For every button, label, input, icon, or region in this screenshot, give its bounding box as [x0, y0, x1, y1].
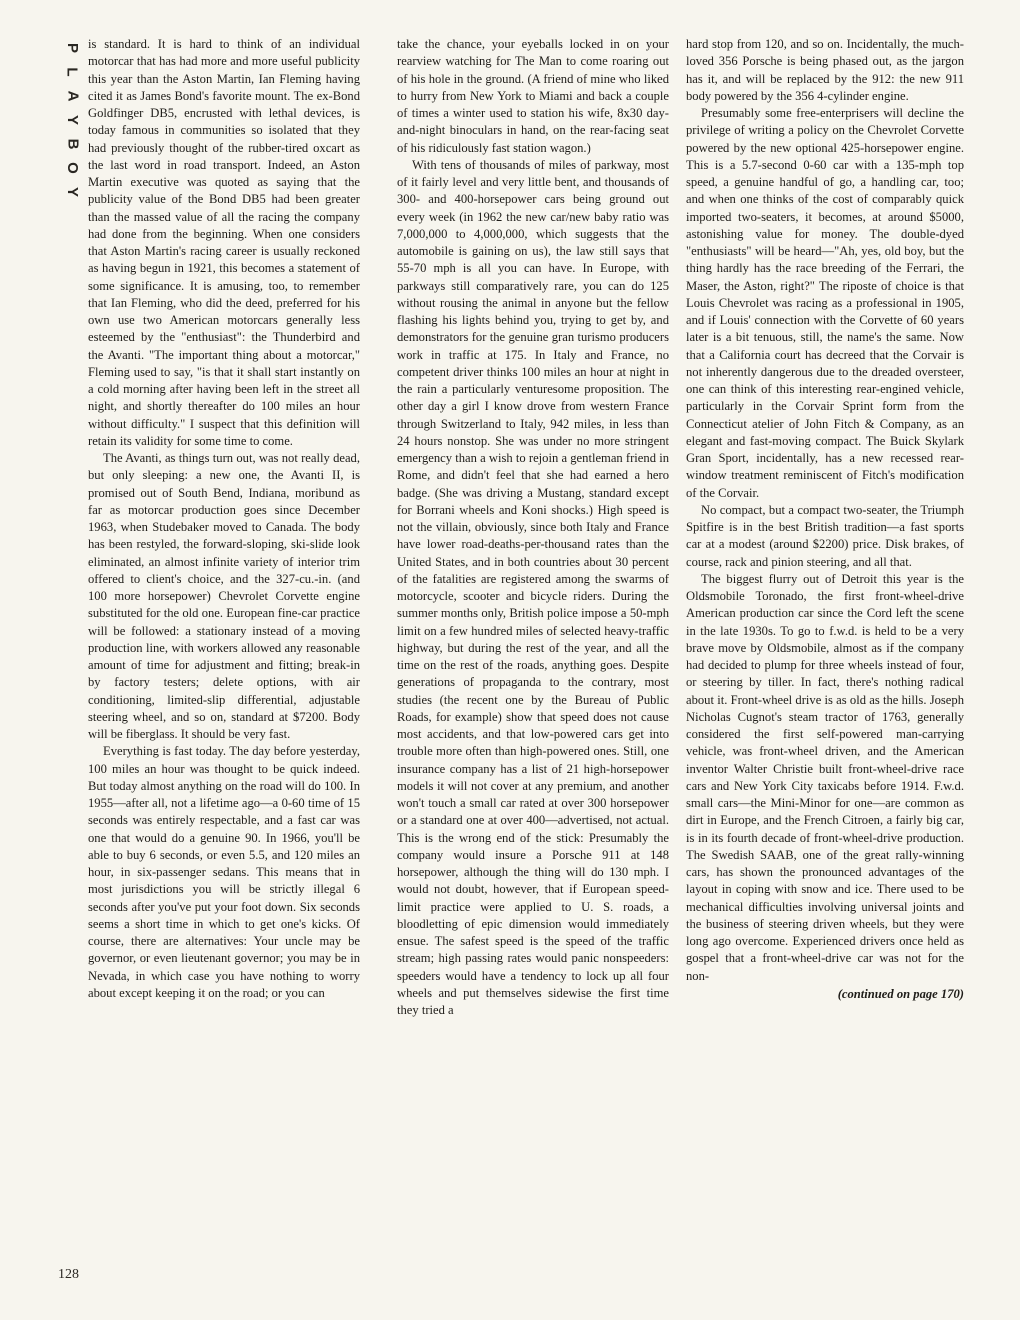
logo-letter: Y	[63, 186, 81, 198]
page-number: 128	[58, 1267, 79, 1282]
paragraph: hard stop from 120, and so on. Incidentally, the much-loved 356 Porsche is being phased out, as the jargon has it, and will be replaced by the 912: the new 911 body powered by the 356 4-cylinder engine.	[686, 37, 964, 103]
paragraph: is standard. It is hard to think of an individual motorcar that has had more and more useful publicity this year than the Aston Martin, Ian Fleming having cited it as James Bond's favorite mount. The ex-Bond Goldfinger DB5, encrusted with lethal devices, is today famous in communities so isolated that they had previously thought of the rubber-tired oxcart as the last word in road transport. Indeed, an Aston Martin executive was quoted as saying that the publicity value of the Bond DB5 had been greater than the massed value of all the racing the company had done from the beginning. When one considers that Aston Martin's racing career is usually reckoned as having begun in 1921, this becomes a statement of some significance. It is amusing, too, to remember that Ian Fleming, who did the deed, preferred for his own use two American motorcars generally less esteemed by the "enthusiast": the Thunderbird and the Avanti. "The important thing about a motorcar," Fleming used to say, "is that it shall start instantly on a cold morning after having been left in the street all night, and shortly thereafter do 100 miles an hour without difficulty." I suspect that this definition will retain its validity for some time to come.	[88, 37, 360, 448]
logo-letter: P	[63, 42, 81, 54]
logo-letter: A	[64, 90, 81, 102]
magazine-name-vertical	[62, 36, 82, 204]
paragraph: No compact, but a compact two-seater, the Triumph Spitfire is in the best British tradition—a fast sports car at a modest (around $2200) price. Disk brakes, of course, rack and pinion steering, and all that.	[686, 502, 964, 569]
paragraph: Everything is fast today. The day before yesterday, 100 miles an hour was thought to be quick indeed. But today almost anything on the road will do 100. In 1955—after all, not a lifetime ago—a 0-60 time of 15 seconds was entirely respectable, and a fast car was one that would do a genuine 90. In 1966, you'll be able to buy 6 seconds, or even 5.5, and 120 miles an hour, in six-passenger sedans. This means that in most jurisdictions you will be strictly illegal 6 seconds after you've put your foot down. Six seconds seems a short time in which to get one's kicks. Of course, there are alternatives: Your uncle may be governor, or even lieutenant governor; you may be in Nevada, in which case you have nothing to worry about except keeping it on the road; or you can	[88, 744, 360, 1000]
text-column-3	[686, 36, 964, 1003]
logo-letter: B	[64, 138, 81, 150]
text-column-1	[88, 36, 360, 1002]
logo-letter: L	[63, 67, 81, 77]
paragraph: The Avanti, as things turn out, was not really dead, but only sleeping: a new one, the Avanti II, is promised out of South Bend, Indiana, moribund as far as motorcar production goes since December 1963, when Studebaker moved to Canada. The body has been restyled, the forward-sloping, ski-slide look eliminated, an almost infinite variety of interior trim offered to client's choice, and the 327-cu.-in. (and 100 more horsepower) Chevrolet Corvette engine substituted for the old one. European fine-car practice will be followed: a stationary instead of a moving production line, with workers allowed any reasonable amount of time for adjustment and fitting; break-in by factory testers; delete options, with air conditioning, limited-slip differential, adjustable steering wheel, and so on, standard at $7200. Body will be fiberglass. It should be very fast.	[88, 451, 360, 741]
paragraph: The biggest flurry out of Detroit this year is the Oldsmobile Toronado, the first front-wheel-drive American production car since the Cord left the scene in the late 1930s. To go to f.w.d. is held to be a very brave move by Oldsmobile, almost as if the company had decided to plump for three wheels instead of four, or steering by tiller. In fact, there's nothing radical about it. Front-wheel drive is as old as the hills. Joseph Nicholas Cugnot's steam tractor of 1763, generally considered the first self-powered man-carrying vehicle, was front-wheel driven, and the American inventor Walter Christie built front-wheel-drive race cars and New York City taxicabs before 1914. F.w.d. small cars—the Mini-Minor for one—are common as dirt in Europe, and the French Citroen, a fairly big car, is in its fourth decade of front-wheel-drive production. The Swedish SAAB, one of the great rally-winning cars, has shown the pronounced advantages of the layout in coping with snow and ice. There used to be mechanical difficulties involving universal joints and the business of steering driven wheels, but they were long ago overcome. Experienced drivers once held as gospel that a front-wheel-drive car was not for the non-	[686, 571, 964, 983]
paragraph: With tens of thousands of miles of parkway, most of it fairly level and very little bent, and thousands of 300- and 400-horsepower cars being ground out every week (in 1962 the new car/new baby ratio was 7,000,000 to 4,000,000, which suggests that the automobile is gaining on us), the law still says that 55-70 mph is all you can have. In Europe, with parkways still comparatively rare, you can do 125 without rousing the animal in anyone but the fellow flashing his lights behind you, trying to get by, and demonstrators for the genuine gran turismo producers work in traffic at 175. In Italy and France, no competent driver thinks 100 miles an hour at night in the rain a particularly venturesome proposition. The other day a girl I know drove from western France through Switzerland to Italy, 942 miles, in less than 24 hours nonstop. She was under no more stringent emergency than a wish to rejoin a gentleman friend in Rome, and didn't feel that she had earned a hero badge. (She was driving a Mustang, standard except for Borrani wheels and Koni shocks.) High speed is not the villain, obviously, since both Italy and France have lower road-deaths-per-thousand rates than the United States, and in both countries about 30 percent of the fatalities are registered among the swarms of motorcycle, scooter and bicycle riders. During the summer months only, British police impose a 50-mph limit on a few hundred miles of selected heavy-traffic highway, but during the rest of the year, and all the time on the rest of the roads, anything goes. Despite generations of propaganda to the contrary, most studies (the recent one by the Bureau of Public Roads, for example) show that speed does not cause most accidents, and that low-powered cars get into trouble more often than high-powered ones. Still, one insurance company has a list of 21 high-horsepower models it will not cover at any premium, and another won't touch a small car rated at over 300 horsepower or a standard one at over 400—advertised, not actual. This is the wrong end of the stick: Presumably the company would insure a Porsche 911 at 148 horsepower, although the thing will do 130 mph. I would not doubt, however, that if European speed-limit practice were applied to U. S. roads, a bloodletting of epic dimension would immediately ensue. The safest speed is the speed of the traffic stream; high passing rates would panic nonspeeders: speeders would have a tendency to lock up all four wheels and put themselves sidewise the first time they tried a	[397, 157, 669, 1017]
paragraph: take the chance, your eyeballs locked in on your rearview watching for The Man to come roaring out of his hole in the ground. (A friend of mine who liked to hurry from New York to Miami and back a couple of times a winter used to station his wife, 8x30 day-and-night binoculars in hand, on the rear-facing seat of his ridiculously fast station wagon.)	[397, 37, 669, 155]
logo-letter: Y	[63, 114, 81, 126]
paragraph: Presumably some free-enterprisers will decline the privilege of writing a policy on the Chevrolet Corvette powered by the new optional 425-horsepower engine. This is a 5.7-second 0-60 car with a 135-mph top speed, a genuine handful of go, a handling car, too; and when one thinks of the cost of comparably quick imported two-seaters, it becomes, at around $5000, astonishing value for money. The double-dyed "enthusiasts" will be heard—"Ah, yes, old boy, but the thing hardly has the race breeding of the Ferrari, the Maser, the Aston, right?" The riposte of choice is that Louis Chevrolet was racing as a professional in 1905, and if Louis' connection with the Corvette of 60 years later is a bit tenuous, still, the name's the same. Now that a California court has decreed that the Corvair is not inherently dangerous due to the dreaded oversteer, one can think of this interesting rear-engined vehicle, particularly in the Corvair Sprint form from the Connecticut atelier of John Fitch & Company, as an elegant and fast-moving compact. The Buick Skylark Gran Sport, incidentally, has a new recessed rear-window treatment reminiscent of Fitch's modification of the Corvair.	[686, 106, 964, 500]
text-column-2	[397, 36, 669, 1019]
logo-letter: O	[63, 162, 81, 174]
continued-note: (continued on page 170)	[837, 986, 964, 1001]
